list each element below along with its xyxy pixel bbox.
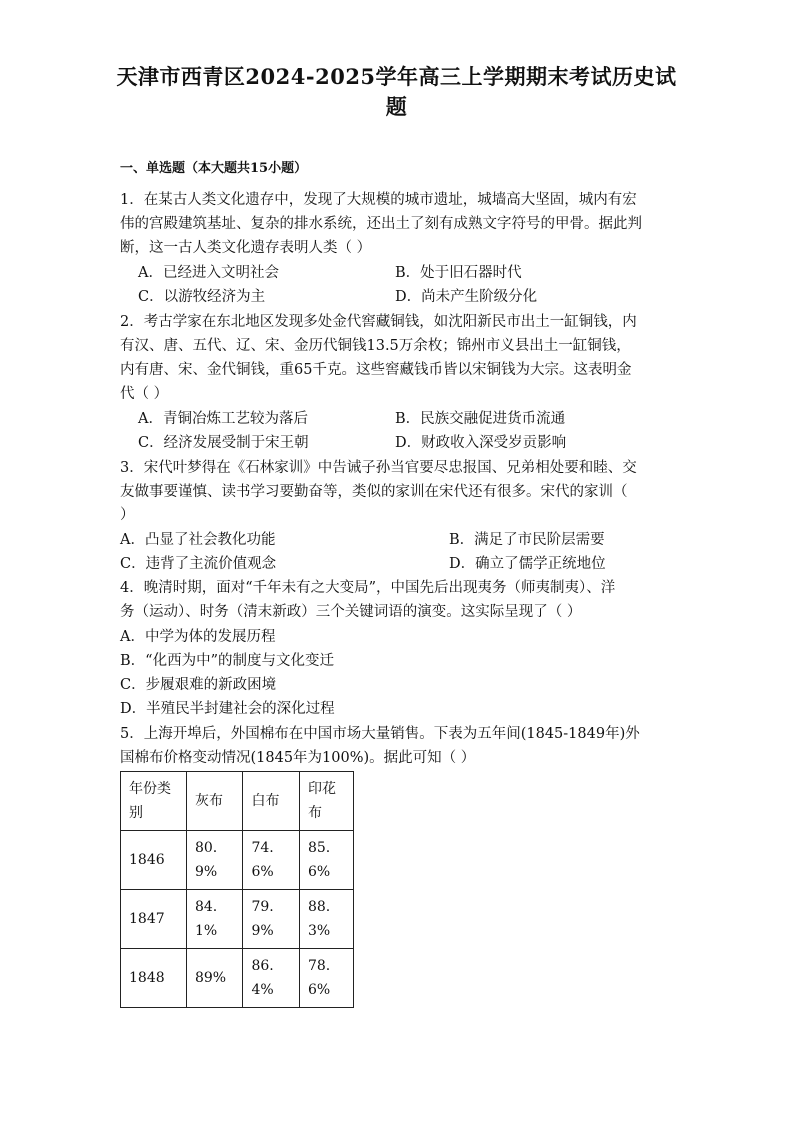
table-cell: 79.9% xyxy=(243,890,300,949)
table-cell: 1847 xyxy=(121,890,187,949)
table-cell: 84.1% xyxy=(186,890,243,949)
q3-option-a: A．凸显了社会教化功能 xyxy=(120,532,276,548)
table-cell: 74.6% xyxy=(243,831,300,890)
table-header-cell: 印花布 xyxy=(299,772,353,831)
q1-option-c: C．以游牧经济为主 xyxy=(138,289,266,305)
q4-option-a: A．中学为体的发展历程 xyxy=(120,629,276,645)
q2-line-4: 代（ ） xyxy=(120,386,169,402)
q2-line-1: 2．考古学家在东北地区发现多处金代窖藏铜钱，如沈阳新民市出土一缸铜钱，内 xyxy=(120,314,637,330)
q2-line-3: 内有唐、宋、金代铜钱，重65千克。这些窖藏钱币皆以宋铜钱为大宗。这表明金 xyxy=(120,362,632,378)
q1-option-d: D．尚未产生阶级分化 xyxy=(395,289,538,305)
q2-option-c: C．经济发展受制于宋王朝 xyxy=(138,435,309,451)
table-row xyxy=(121,890,354,949)
q1-line-1: 1．在某古人类文化遗存中，发现了大规模的城市遗址，城墙高大坚固，城内有宏 xyxy=(120,192,637,208)
q2-line-2: 有汉、唐、五代、辽、宋、金历代铜钱13.5万余枚；锦州市义县出土一缸铜钱， xyxy=(120,338,631,354)
q3-option-c: C．违背了主流价值观念 xyxy=(120,556,277,572)
table-row xyxy=(121,949,354,1008)
table-header-cell: 灰布 xyxy=(186,772,243,831)
section-heading: 一、单选题（本大题共15小题） xyxy=(120,161,308,176)
table-cell: 1846 xyxy=(121,831,187,890)
cotton-price-table xyxy=(120,771,354,1008)
table-cell: 88.3% xyxy=(299,890,353,949)
title-line-2: 题 xyxy=(385,94,408,119)
table-cell: 85.6% xyxy=(299,831,353,890)
q3-option-d: D．确立了儒学正统地位 xyxy=(449,556,606,572)
q2-option-b: B．民族交融促进货币流通 xyxy=(395,411,566,427)
table-cell: 78.6% xyxy=(299,949,353,1008)
q2-option-d: D．财政收入深受岁贡影响 xyxy=(395,435,567,451)
q1-option-b: B．处于旧石器时代 xyxy=(395,265,522,281)
table-cell: 1848 xyxy=(121,949,187,1008)
q4-line-1: 4．晚清时期，面对“千年未有之大变局”，中国先后出现夷务（师夷制夷）、洋 xyxy=(120,580,616,596)
q1-line-3: 断，这一古人类文化遗存表明人类（ ） xyxy=(120,240,372,256)
table-header-cell: 白布 xyxy=(243,772,300,831)
exam-title xyxy=(100,62,693,122)
q2-option-a: A．青铜冶炼工艺较为落后 xyxy=(138,411,308,427)
table-header-cell: 年份类别 xyxy=(121,772,187,831)
table-cell: 89% xyxy=(186,949,243,1008)
q3-line-1: 3．宋代叶梦得在《石林家训》中告诫子孙当官要尽忠报国、兄弟相处要和睦、交 xyxy=(120,460,637,476)
q3-line-3: ） xyxy=(120,507,135,523)
q1-line-2: 伟的宫殿建筑基址、复杂的排水系统，还出土了刻有成熟文字符号的甲骨。据此判 xyxy=(120,216,642,232)
table-cell: 86.4% xyxy=(243,949,300,1008)
q5-line-1: 5．上海开埠后，外国棉布在中国市场大量销售。下表为五年间(1845-1849年)外 xyxy=(120,726,640,742)
table-cell: 80.9% xyxy=(186,831,243,890)
q4-option-b: B．“化西为中”的制度与文化变迁 xyxy=(120,653,334,669)
q5-line-2: 国棉布价格变动情况(1845年为100%)。据此可知（ ） xyxy=(120,750,476,766)
q4-line-2: 务（运动）、时务（清末新政）三个关键词语的演变。这实际呈现了（ ） xyxy=(120,604,582,620)
q4-option-d: D．半殖民半封建社会的深化过程 xyxy=(120,701,335,717)
q1-option-a: A．已经进入文明社会 xyxy=(138,265,279,281)
title-line-1: 天津市西青区2024-2025学年高三上学期期末考试历史试 xyxy=(116,64,677,89)
q3-line-2: 友做事要谨慎、读书学习要勤奋等，类似的家训在宋代还有很多。宋代的家训（ xyxy=(120,484,628,500)
table-header-row xyxy=(121,772,354,831)
table-row xyxy=(121,831,354,890)
q3-option-b: B．满足了市民阶层需要 xyxy=(449,532,605,548)
q4-option-c: C．步履艰难的新政困境 xyxy=(120,677,277,693)
